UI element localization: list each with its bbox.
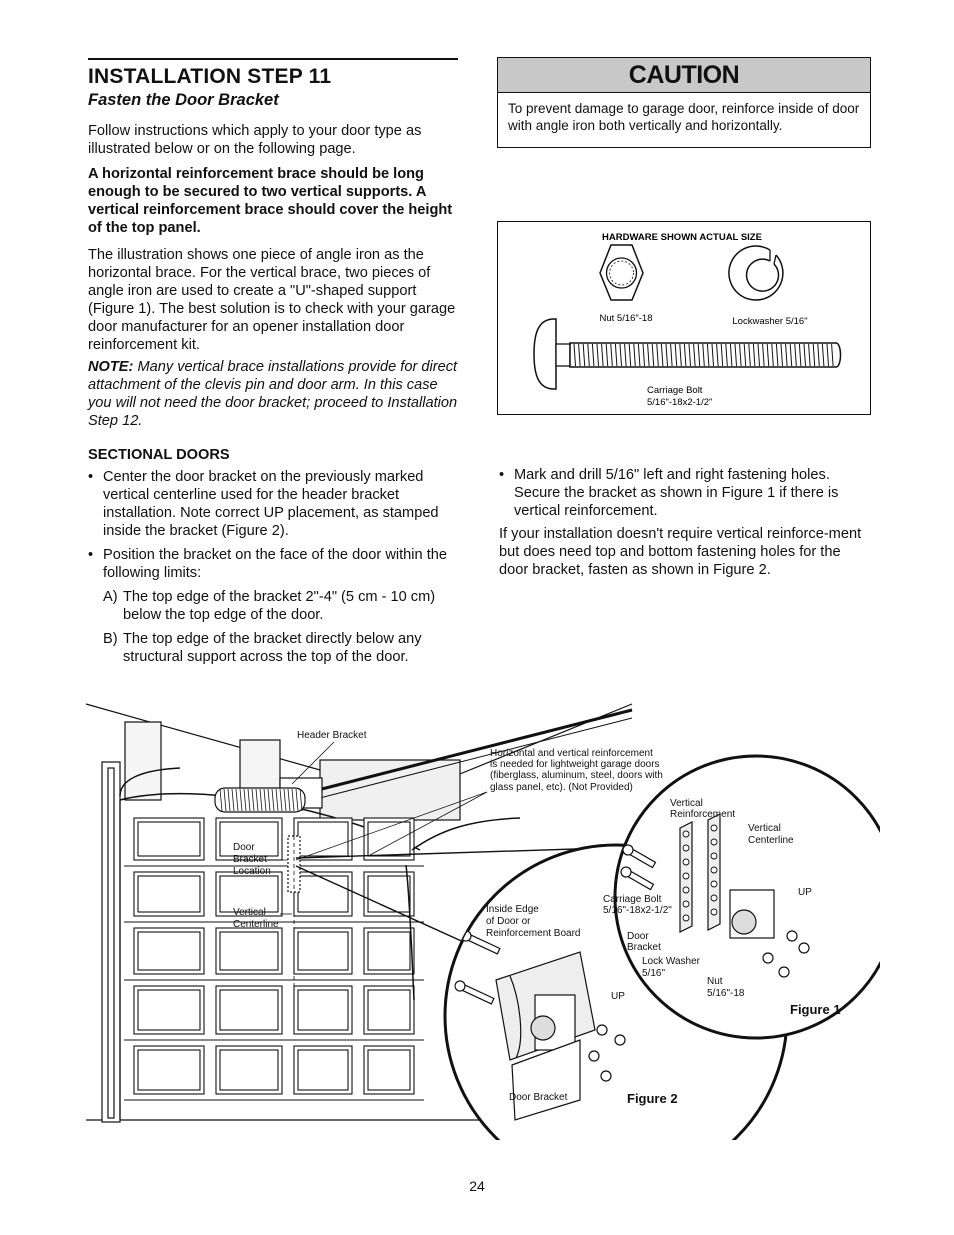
page-subtitle: Fasten the Door Bracket <box>88 91 279 109</box>
page-number: 24 <box>469 1178 485 1194</box>
caution-text: To prevent damage to garage door, reinforce inside of door with angle iron both vertically and horizontally. <box>508 101 860 133</box>
vertical-reinforcement-2: Reinforcement <box>670 809 736 820</box>
sectional-doors-heading: SECTIONAL DOORS <box>88 447 230 463</box>
door-bracket-location-3: Location <box>233 866 271 877</box>
illustration-paragraph: The illustration shows one piece of angle iron as the horizontal brace. For the vertical brace, two pieces of angle iron are used to create a "U"-shaped support (Figure 1). The best solution is to check with your garage door manufacturer for an opener installation door reinforcement kit. <box>88 247 456 353</box>
note-label: NOTE: <box>88 359 134 375</box>
limit-a-text: The top edge of the bracket 2"-4" (5 cm - 10 cm) below the top edge of the door. <box>123 589 436 623</box>
left-column <box>88 58 458 666</box>
door-bracket-label-fig1-1: Door <box>627 931 649 942</box>
limit-a <box>88 588 458 624</box>
limit-b-text: The top edge of the bracket directly below any structural support across the top of the door. <box>123 631 422 665</box>
hardware-illustration <box>498 222 872 416</box>
header-bracket-label: Header Bracket <box>297 730 367 741</box>
bullet-position-bracket: • Position the bracket on the face of the door within the following limits: <box>88 546 458 582</box>
note-text: Many vertical brace installations provide for direct attachment of the clevis pin and door arm. In this case you will not need the door bracket; proceed to Installation Step 12. <box>88 359 458 429</box>
bullet-center-bracket: • Center the door bracket on the previously marked vertical centerline used for the header bracket installation. Note correct UP placement, as stamped inside the bracket (Figure 2). <box>88 468 458 540</box>
carriage-bolt-label-1: Carriage Bolt <box>603 894 662 905</box>
hardware-box <box>497 221 871 415</box>
lockwasher-icon <box>729 246 783 300</box>
bullet-mark-drill: • Mark and drill 5/16" left and right fastening holes. Secure the bracket as shown in Figure 1 if there is vertical reinforcement. <box>499 466 871 520</box>
right-column <box>499 460 871 579</box>
door-bracket-location-1: Door <box>233 842 255 853</box>
figure2-caption: Figure 2 <box>627 1091 678 1106</box>
door-bracket-label-fig2: Door Bracket <box>509 1092 568 1103</box>
limit-b <box>88 630 458 666</box>
caution-heading: CAUTION <box>498 58 870 93</box>
vertical-centerline-right-2: Centerline <box>748 835 794 846</box>
reinforcement-note-2: is needed for lightweight garage doors <box>490 759 660 770</box>
reinforcement-requirement: A horizontal reinforcement brace should be long enough to be secured to two vertical supports. A vertical reinforcement brace should cover the height of the top panel. <box>88 166 453 236</box>
hardware-title: HARDWARE SHOWN ACTUAL SIZE <box>602 232 762 243</box>
page-title: INSTALLATION STEP 11 <box>88 65 332 88</box>
vertical-reinforcement-1: Vertical <box>670 798 703 809</box>
carriage-bolt-label-2: 5/16"-18x2-1/2" <box>603 905 672 916</box>
reinforcement-note-3: (fiberglass, aluminum, steel, doors with <box>490 770 663 781</box>
note-paragraph <box>88 358 458 430</box>
inside-edge-1: Inside Edge <box>486 904 539 915</box>
figure1-caption: Figure 1 <box>790 1002 841 1017</box>
limit-a-label: A) <box>103 589 118 605</box>
nut-label-fig1-2: 5/16"-18 <box>707 988 745 999</box>
intro-paragraph: Follow instructions which apply to your door type as illustrated below or on the following page. <box>88 123 422 157</box>
up-label-fig2: UP <box>611 991 625 1002</box>
lock-washer-label-2: 5/16" <box>642 968 666 979</box>
inside-edge-3: Reinforcement Board <box>486 928 581 939</box>
reinforcement-note-4: glass panel, etc). (Not Provided) <box>490 782 633 793</box>
title-rule <box>88 58 458 60</box>
limit-b-label: B) <box>103 631 118 647</box>
bolt-label-line1: Carriage Bolt <box>647 385 703 396</box>
door-bracket-location-2: Bracket <box>233 854 267 865</box>
bolt-label-line2: 5/16"-18x2-1/2" <box>647 397 713 408</box>
reinforcement-note-1: Horizontal and vertical reinforcement <box>490 748 653 759</box>
nut-icon <box>600 245 643 300</box>
lockwasher-label: Lockwasher 5/16" <box>732 316 808 327</box>
vertical-centerline-left-1: Vertical <box>233 907 266 918</box>
up-label-fig1: UP <box>798 887 812 898</box>
door-bracket-label-fig1-2: Bracket <box>627 942 661 953</box>
vertical-centerline-right-1: Vertical <box>748 823 781 834</box>
figure2-paragraph: If your installation doesn't require vertical reinforce-ment but does need top and bottom fastening holes for the door bracket, fasten as shown in Figure 2. <box>499 526 862 578</box>
vertical-centerline-left-2: Centerline <box>233 919 279 930</box>
caution-box <box>497 57 871 148</box>
lock-washer-label-1: Lock Washer <box>642 956 700 967</box>
door-illustration <box>80 700 880 1140</box>
inside-edge-2: of Door or <box>486 916 531 927</box>
nut-label-fig1-1: Nut <box>707 976 723 987</box>
nut-label: Nut 5/16"-18 <box>599 313 653 324</box>
carriage-bolt-icon <box>534 319 841 389</box>
